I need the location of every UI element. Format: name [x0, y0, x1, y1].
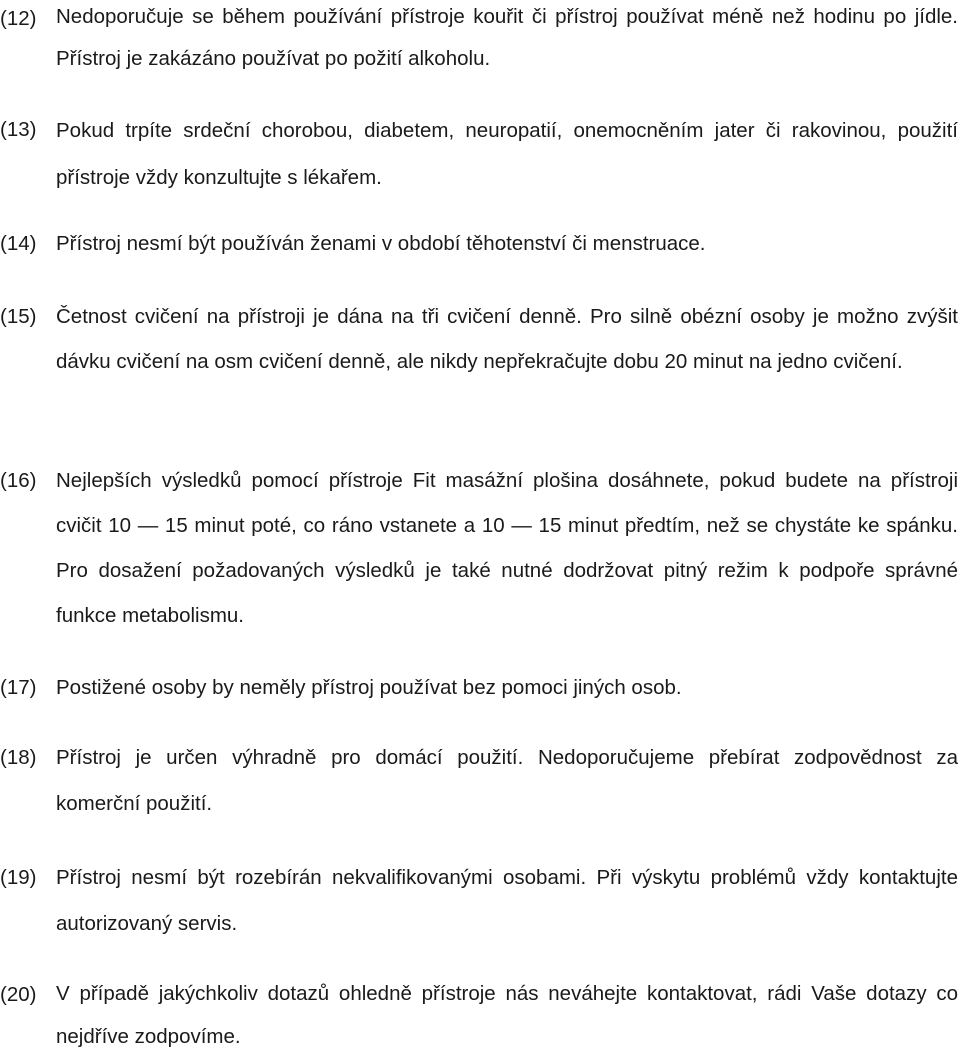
- item-text: Nedoporučuje se během používání přístroje kouřit či přístroj používat méně než hodinu po jídle. Přístroj je zakázáno používat po požití alkoholu.: [56, 5, 958, 70]
- item-text: Pokud trpíte srdeční chorobou, diabetem, neuropatií, onemocněním jater či rakovinou, použití přístroje vždy konzultujte s lékařem.: [56, 119, 958, 189]
- list-item-14: [0, 221, 958, 266]
- list-item-15: [0, 294, 958, 384]
- item-number: (18): [0, 746, 37, 769]
- item-number: (19): [0, 866, 37, 889]
- item-text: Četnost cvičení na přístroji je dána na tři cvičení denně. Pro silně obézní osoby je možno zvýšit dávku cvičení na osm cvičení denně, ale nikdy nepřekračujte dobu 20 minut na jedno cvičení.: [56, 305, 958, 373]
- list-item-16: [0, 458, 958, 638]
- item-number: (14): [0, 232, 37, 255]
- list-item-19: [0, 855, 958, 947]
- item-number: (17): [0, 676, 37, 699]
- item-text: V případě jakýchkoliv dotazů ohledně přístroje nás neváhejte kontaktovat, rádi Vaše dotazy co nejdříve zodpovíme.: [56, 982, 958, 1048]
- list-item-20: [0, 972, 958, 1058]
- item-text: Postižené osoby by neměly přístroj používat bez pomoci jiných osob.: [56, 676, 682, 699]
- item-number: (13): [0, 118, 37, 141]
- item-number: (20): [0, 983, 37, 1006]
- item-text: Nejlepších výsledků pomocí přístroje Fit masážní plošina dosáhnete, pokud budete na přístroji cvičit 10 — 15 minut poté, co ráno vstanete a 10 — 15 minut předtím, než se chystáte ke spánku. Pro dosažení požadovaných výsledků je také nutné dodržovat pitný režim k podpoře správné funkce metabolismu.: [56, 469, 958, 627]
- item-text: Přístroj je určen výhradně pro domácí použití. Nedoporučujeme přebírat zodpovědnost za komerční použití.: [56, 746, 958, 815]
- list-item-12: [0, 0, 958, 80]
- list-item-18: [0, 735, 958, 827]
- item-text: Přístroj nesmí být používán ženami v období těhotenství či menstruace.: [56, 232, 706, 255]
- item-number: (15): [0, 305, 37, 328]
- item-number: (16): [0, 469, 37, 492]
- item-text: Přístroj nesmí být rozebírán nekvalifikovanými osobami. Při výskytu problémů vždy kontaktujte autorizovaný servis.: [56, 866, 958, 935]
- item-number: (12): [0, 7, 37, 30]
- list-item-13: [0, 107, 958, 201]
- list-item-17: [0, 665, 958, 710]
